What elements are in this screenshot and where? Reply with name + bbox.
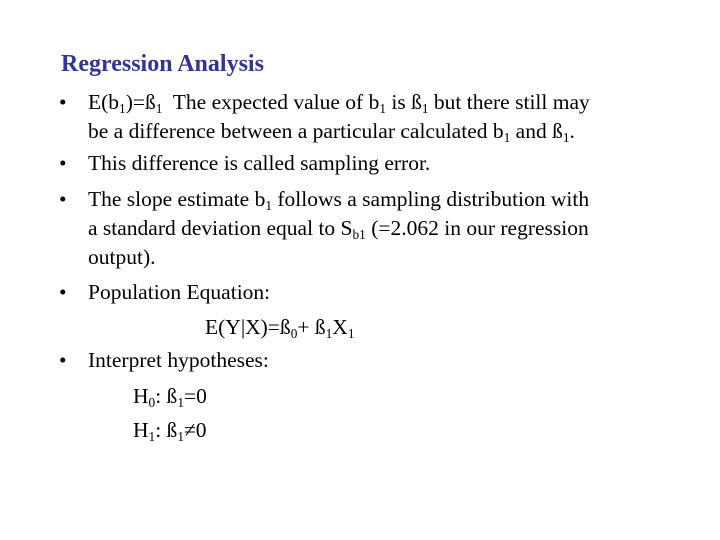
- bullet-marker: •: [59, 280, 67, 304]
- null-hypothesis: $H_0$: $ß_1=0$: [133, 384, 207, 410]
- bullet-1-line-1: $E(b_1)=ß_1$ The expected value of $b_1$ is $ß_1$ but there still may: [88, 90, 590, 116]
- bullet-3-line-2: a standard deviation equal to $S_{b1}$ (=2.062 in our regression: [88, 216, 589, 242]
- bullet-marker: •: [59, 151, 67, 175]
- bullet-marker: •: [59, 348, 67, 372]
- alternative-hypothesis: $H_1$: $ß_1\ne 0$: [133, 418, 207, 444]
- bullet-marker: •: [59, 90, 67, 114]
- slide-title: Regression Analysis: [61, 51, 264, 77]
- population-equation: $E(Y|X)=ß_0+$ $ß_1X_1$: [205, 315, 355, 341]
- bullet-marker: •: [59, 187, 67, 211]
- bullet-3-line-1: The slope estimate $b_1$ follows a sampling distribution with: [88, 187, 590, 213]
- bullet-3-line-3: output).: [88, 245, 156, 269]
- bullet-5-line-1: Interpret hypotheses:: [88, 348, 269, 372]
- bullet-1-line-2: be a difference between a particular calculated $b_1$ and $ß_1$.: [88, 119, 575, 145]
- bullet-2-line-1: This difference is called sampling error.: [88, 151, 431, 175]
- bullet-4-line-1: Population Equation:: [88, 280, 271, 304]
